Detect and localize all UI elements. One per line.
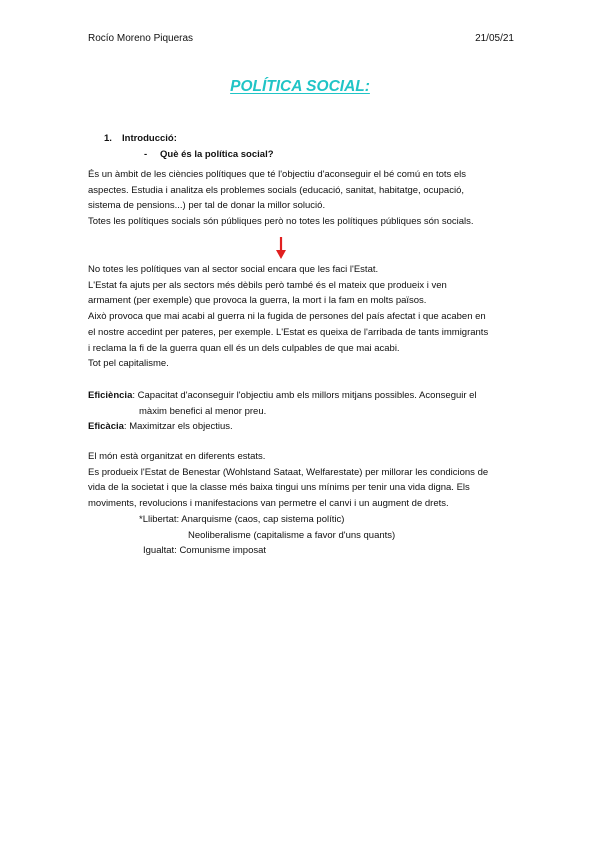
section-number: 1. [104, 133, 112, 144]
paragraph-state [88, 262, 518, 372]
definition-eficacia [88, 419, 518, 435]
definition-text: : Capacitat d'aconseguir l'objectiu amb els millors mitjans possibles. Aconseguir el [132, 390, 477, 401]
text-line: moviments, revolucions i manifestacions van permetre el canvi i un augment de drets. [88, 498, 449, 510]
text-line: El món està organitzat en diferents estats. [88, 451, 266, 462]
text-line: sistema de pensions...) per tal de donar la millor solució. [88, 200, 326, 212]
section-heading [104, 133, 177, 144]
list-item-neoliberalisme: Neoliberalisme (capitalisme a favor d'uns quants) [188, 529, 396, 541]
text-line: Això provoca que mai acabi al guerra ni la fugida de persones del país afectat i que acaben en [88, 311, 486, 323]
definition-text: : Maximitzar els objectius. [123, 421, 233, 433]
header-date: 21/05/21 [475, 33, 514, 44]
text-line: Es produeix l'Estat de Benestar (Wohlstand Sataat, Welfarestate) per millorar les condicions de [88, 466, 489, 478]
term-eficacia: Eficàcia [88, 421, 124, 433]
document-title: POLÍTICA SOCIAL: [230, 78, 370, 95]
subsection-label: Què és la política social? [160, 149, 274, 160]
term-eficiencia: Eficiència [88, 390, 133, 401]
definitions-block [88, 388, 518, 435]
list-item-igualtat: Igualtat: Comunisme imposat [143, 545, 267, 557]
definition-continuation: màxim benefici al menor preu. [139, 405, 267, 417]
text-line: el nostre accedint per pateres, per exemple. L'Estat es queixa de l'arribada de tants immigrants [88, 326, 489, 338]
text-line: i reclama la fi de la guerra quan ell és un dels culpables de que mai acabi. [88, 342, 400, 354]
text-line: És un àmbit de les ciències polítiques que té l'objectiu d'aconseguir el bé comú en tots els [88, 169, 467, 180]
text-line: Tot pel capitalisme. [88, 358, 169, 370]
text-line: No totes les polítiques van al sector social encara que les faci l'Estat. [88, 264, 379, 275]
subsection-bullet: - [144, 149, 148, 160]
list-item-llibertat: *Llibertat: Anarquisme (caos, cap sistema polític) [139, 513, 345, 525]
definition-eficiencia [88, 388, 518, 404]
text-line: armament (per exemple) que provoca la guerra, la mort i la fam en molts països. [88, 295, 427, 307]
header-author: Rocío Moreno Piqueras [88, 33, 194, 44]
text-line: aspectes. Estudia i analitza els problemes socials (educació, sanitat, habitatge, ocupació, [88, 184, 464, 196]
text-line: Totes les polítiques socials són públiques però no totes les polítiques públiques són socials. [88, 216, 474, 228]
paragraph-welfare [88, 449, 518, 559]
subsection-heading [144, 149, 274, 160]
down-arrow-icon [275, 236, 287, 260]
section-label: Introducció: [122, 133, 177, 144]
text-line: vida de la societat i que la classe més baixa tingui uns mínims per tenir una vida digna. Els [88, 482, 470, 494]
paragraph-definition [88, 167, 518, 230]
text-line: L'Estat fa ajuts per als sectors més dèbils però també és el mateix que produeix i ven [88, 279, 447, 291]
